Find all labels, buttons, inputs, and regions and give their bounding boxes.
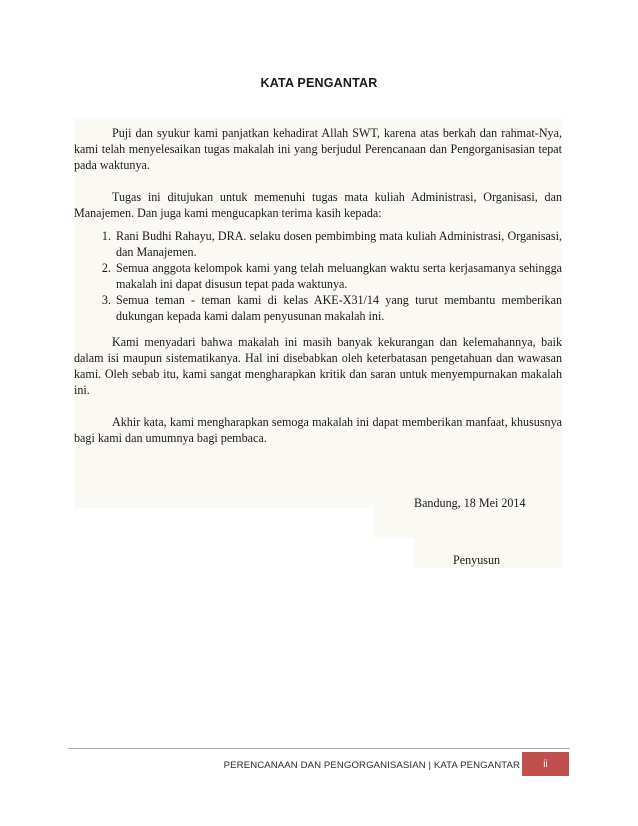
acknowledgement-list <box>74 228 562 324</box>
paragraph-intro: Puji dan syukur kami panjatkan kehadirat Allah SWT, karena atas berkah dan rahmat-Nya, kami telah menyelesaikan tugas makalah ini yang berjudul Perencanaan dan Pengorganisasian tepat pada waktunya. <box>74 126 562 172</box>
list-item: 3. Semua teman - teman kami di kelas AKE-X31/14 yang turut membantu memberikan dukungan kepada kami dalam penyusunan makalah ini. <box>114 292 562 324</box>
background-gap <box>374 538 414 568</box>
list-item: 1. Rani Budhi Rahayu, DRA. selaku dosen pembimbing mata kuliah Administrasi, Organisasi, dan Manajemen. <box>114 228 562 260</box>
paragraph-limitations: Kami menyadari bahwa makalah ini masih banyak kekurangan dan kelemahannya, baik dalam isi maupun sistematikanya. Hal ini disebabkan oleh keterbatasan pengetahuan dan wawasan kami. Oleh sebab itu, kami sangat mengharapkan kritik dan saran untuk menyempurnakan makalah ini. <box>74 335 562 397</box>
list-item: 2. Semua anggota kelompok kami yang telah meluangkan waktu serta kerjasamanya sehingga makalah ini dapat disusun tepat pada waktunya. <box>114 260 562 292</box>
paragraph-closing: Akhir kata, kami mengharapkan semoga makalah ini dapat memberikan manfaat, khususnya bagi kami dan umumnya bagi pembaca. <box>74 415 562 445</box>
page-number-badge <box>522 752 569 776</box>
page-number: ii <box>543 758 548 770</box>
author-signoff: Penyusun <box>453 553 501 567</box>
paragraph-purpose: Tugas ini ditujukan untuk memenuhi tugas mata kuliah Administrasi, Organisasi, dan Manajemen. Dan juga kami mengucapkan terima kasih kepada: <box>74 190 562 220</box>
page-title: KATA PENGANTAR <box>260 76 378 90</box>
background-gap <box>74 508 374 568</box>
document-body <box>74 125 562 446</box>
footer-title: PERENCANAAN DAN PENGORGANISASIAN | KATA PENGANTAR <box>223 760 520 771</box>
footer-divider <box>68 748 570 749</box>
place-date: Bandung, 18 Mei 2014 <box>414 496 526 510</box>
